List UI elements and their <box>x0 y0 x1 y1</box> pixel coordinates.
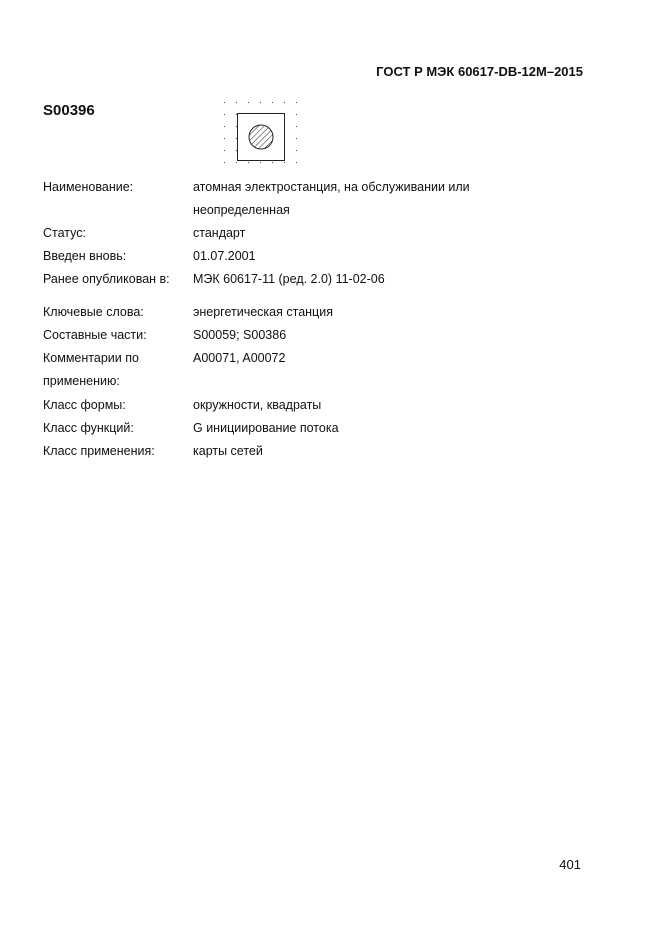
field-value: неопределенная <box>193 203 290 217</box>
field-row <box>43 394 321 417</box>
field-row <box>43 301 333 324</box>
field-value: карты сетей <box>193 444 263 458</box>
field-value: МЭК 60617-11 (ред. 2.0) 11-02-06 <box>193 272 385 286</box>
field-value: 01.07.2001 <box>193 249 256 263</box>
symbol-code: S00396 <box>43 102 95 119</box>
field-label: применению: <box>43 374 120 388</box>
field-value: G инициирование потока <box>193 421 339 435</box>
field-row <box>43 440 263 463</box>
field-row <box>43 245 256 268</box>
field-value: энергетическая станция <box>193 305 333 319</box>
field-label: Класс формы: <box>43 398 126 412</box>
field-row <box>43 417 339 440</box>
standard-header: ГОСТ Р МЭК 60617-DB-12M–2015 <box>376 64 583 79</box>
field-label: Ранее опубликован в: <box>43 272 170 286</box>
field-row <box>43 268 385 291</box>
page-number: 401 <box>559 857 581 872</box>
field-row <box>43 176 470 199</box>
field-value: A00071, A00072 <box>193 351 286 365</box>
field-row <box>43 324 286 347</box>
field-label: Комментарии по <box>43 351 139 365</box>
field-row <box>43 222 245 245</box>
field-value: атомная электростанция, на обслуживании или <box>193 180 470 194</box>
field-value: стандарт <box>193 226 246 240</box>
field-row <box>43 370 193 393</box>
field-label: Составные части: <box>43 328 147 342</box>
hatched-circle-in-square-icon <box>222 100 302 166</box>
field-row <box>43 347 285 370</box>
field-label: Наименование: <box>43 180 134 194</box>
field-label: Введен вновь: <box>43 249 127 263</box>
field-label: Класс применения: <box>43 444 155 458</box>
field-value: S00059; S00386 <box>193 328 287 342</box>
field-row <box>43 199 290 222</box>
field-label: Ключевые слова: <box>43 305 144 319</box>
field-value: окружности, квадраты <box>193 398 322 412</box>
field-label: Статус: <box>43 226 86 240</box>
field-label: Класс функций: <box>43 421 134 435</box>
